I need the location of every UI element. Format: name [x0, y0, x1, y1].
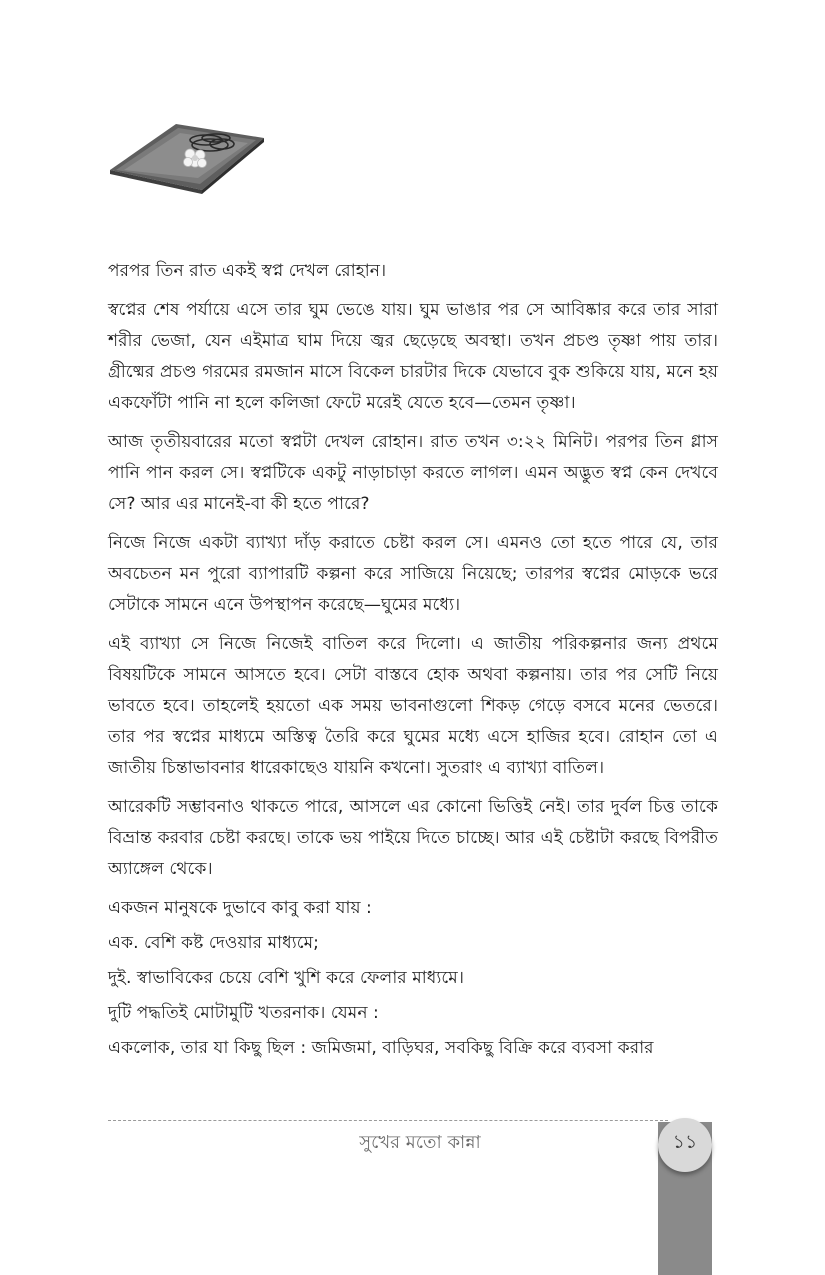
paragraph-6: আরেকটি সম্ভাবনাও থাকতে পারে, আসলে এর কোনো ভিত্তিই নেই। তার দুর্বল চিত্ত তাকে বিভ্রান্ত করবার চেষ্টা করছে। তাকে ভয় পাইয়ে দিতে চাচ্ছে। আর এই চেষ্টাটা করছে বিপরীত অ্যাঙ্গেল থেকে।: [108, 797, 718, 879]
page-number: ১১: [672, 1131, 698, 1153]
book-flower-ornament: [106, 118, 266, 198]
running-title: সুখের মতো কান্না: [359, 1132, 481, 1153]
paragraph-9: একলোক, তার যা কিছু ছিল : জমিজমা, বাড়িঘর, সবকিছু বিক্রি করে ব্যবসা করার: [108, 1038, 654, 1058]
paragraph-7: একজন মানুষকে দুভাবে কাবু করা যায় :: [108, 898, 372, 918]
paragraph-4: নিজে নিজে একটা ব্যাখ্যা দাঁড় করাতে চেষ্টা করল সে। এমনও তো হতে পারে যে, তার অবচেতন মন পুরো ব্যাপারটি কল্পনা করে সাজিয়ে নিয়েছে; তারপর স্বপ্নের মোড়কে ভরে সেটাকে সামনে এনে উপস্থাপন করেছে—ঘুমের মধ্যে।: [108, 533, 718, 615]
paragraph-8: দুটি পদ্ধতিই মোটামুটি খতরনাক। যেমন :: [108, 1003, 379, 1023]
body-text: [108, 256, 718, 1068]
paragraph-5: এই ব্যাখ্যা সে নিজে নিজেই বাতিল করে দিলো। এ জাতীয় পরিকল্পনার জন্য প্রথমে বিষয়টিকে সামনে আসতে হবে। সেটা বাস্তবে হোক অথবা কল্পনায়। তার পর সেটি নিয়ে ভাবতে হবে। তাহলেই হয়তো এক সময় ভাবনাগুলো শিকড় গেড়ে বসবে মনের ভেতরে। তার পর স্বপ্নের মাধ্যমে অস্তিত্ব তৈরি করে ঘুমের মধ্যে এসে হাজির হবে। রোহান তো এ জাতীয় চিন্তাভাবনার ধারেকাছেও যায়নি কখনো। সুতরাং এ ব্যাখ্যা বাতিল।: [108, 634, 718, 778]
footer-divider: [108, 1120, 668, 1121]
paragraph-3: আজ তৃতীয়বারের মতো স্বপ্নটা দেখল রোহান। রাত তখন ৩:২২ মিনিট। পরপর তিন গ্লাস পানি পান করল সে। স্বপ্নটিকে একটু নাড়াচাড়া করতে লাগল। এমন অদ্ভুত স্বপ্ন কেন দেখবে সে? আর এর মানেই-বা কী হতে পারে?: [108, 432, 718, 514]
paragraph-1: পরপর তিন রাত একই স্বপ্ন দেখল রোহান।: [108, 261, 387, 281]
list-item-2: দুই. স্বাভাবিকের চেয়ে বেশি খুশি করে ফেলার মাধ্যমে।: [108, 968, 464, 988]
list-item-1: এক. বেশি কষ্ট দেওয়ার মাধ্যমে;: [108, 933, 319, 953]
paragraph-2: স্বপ্নের শেষ পর্যায়ে এসে তার ঘুম ভেঙে যায়। ঘুম ভাঙার পর সে আবিষ্কার করে তার সারা শরীর ভেজা, যেন এইমাত্র ঘাম দিয়ে জ্বর ছেড়েছে অবস্থা। তখন প্রচণ্ড তৃষ্ণা পায় তার। গ্রীষ্মের প্রচণ্ড গরমের রমজান মাসে বিকেল চারটার দিকে যেভাবে বুক শুকিয়ে যায়, মনে হয় একফোঁটা পানি না হলে কলিজা ফেটে মরেই যেতে হবে—তেমন তৃষ্ণা।: [108, 300, 718, 413]
